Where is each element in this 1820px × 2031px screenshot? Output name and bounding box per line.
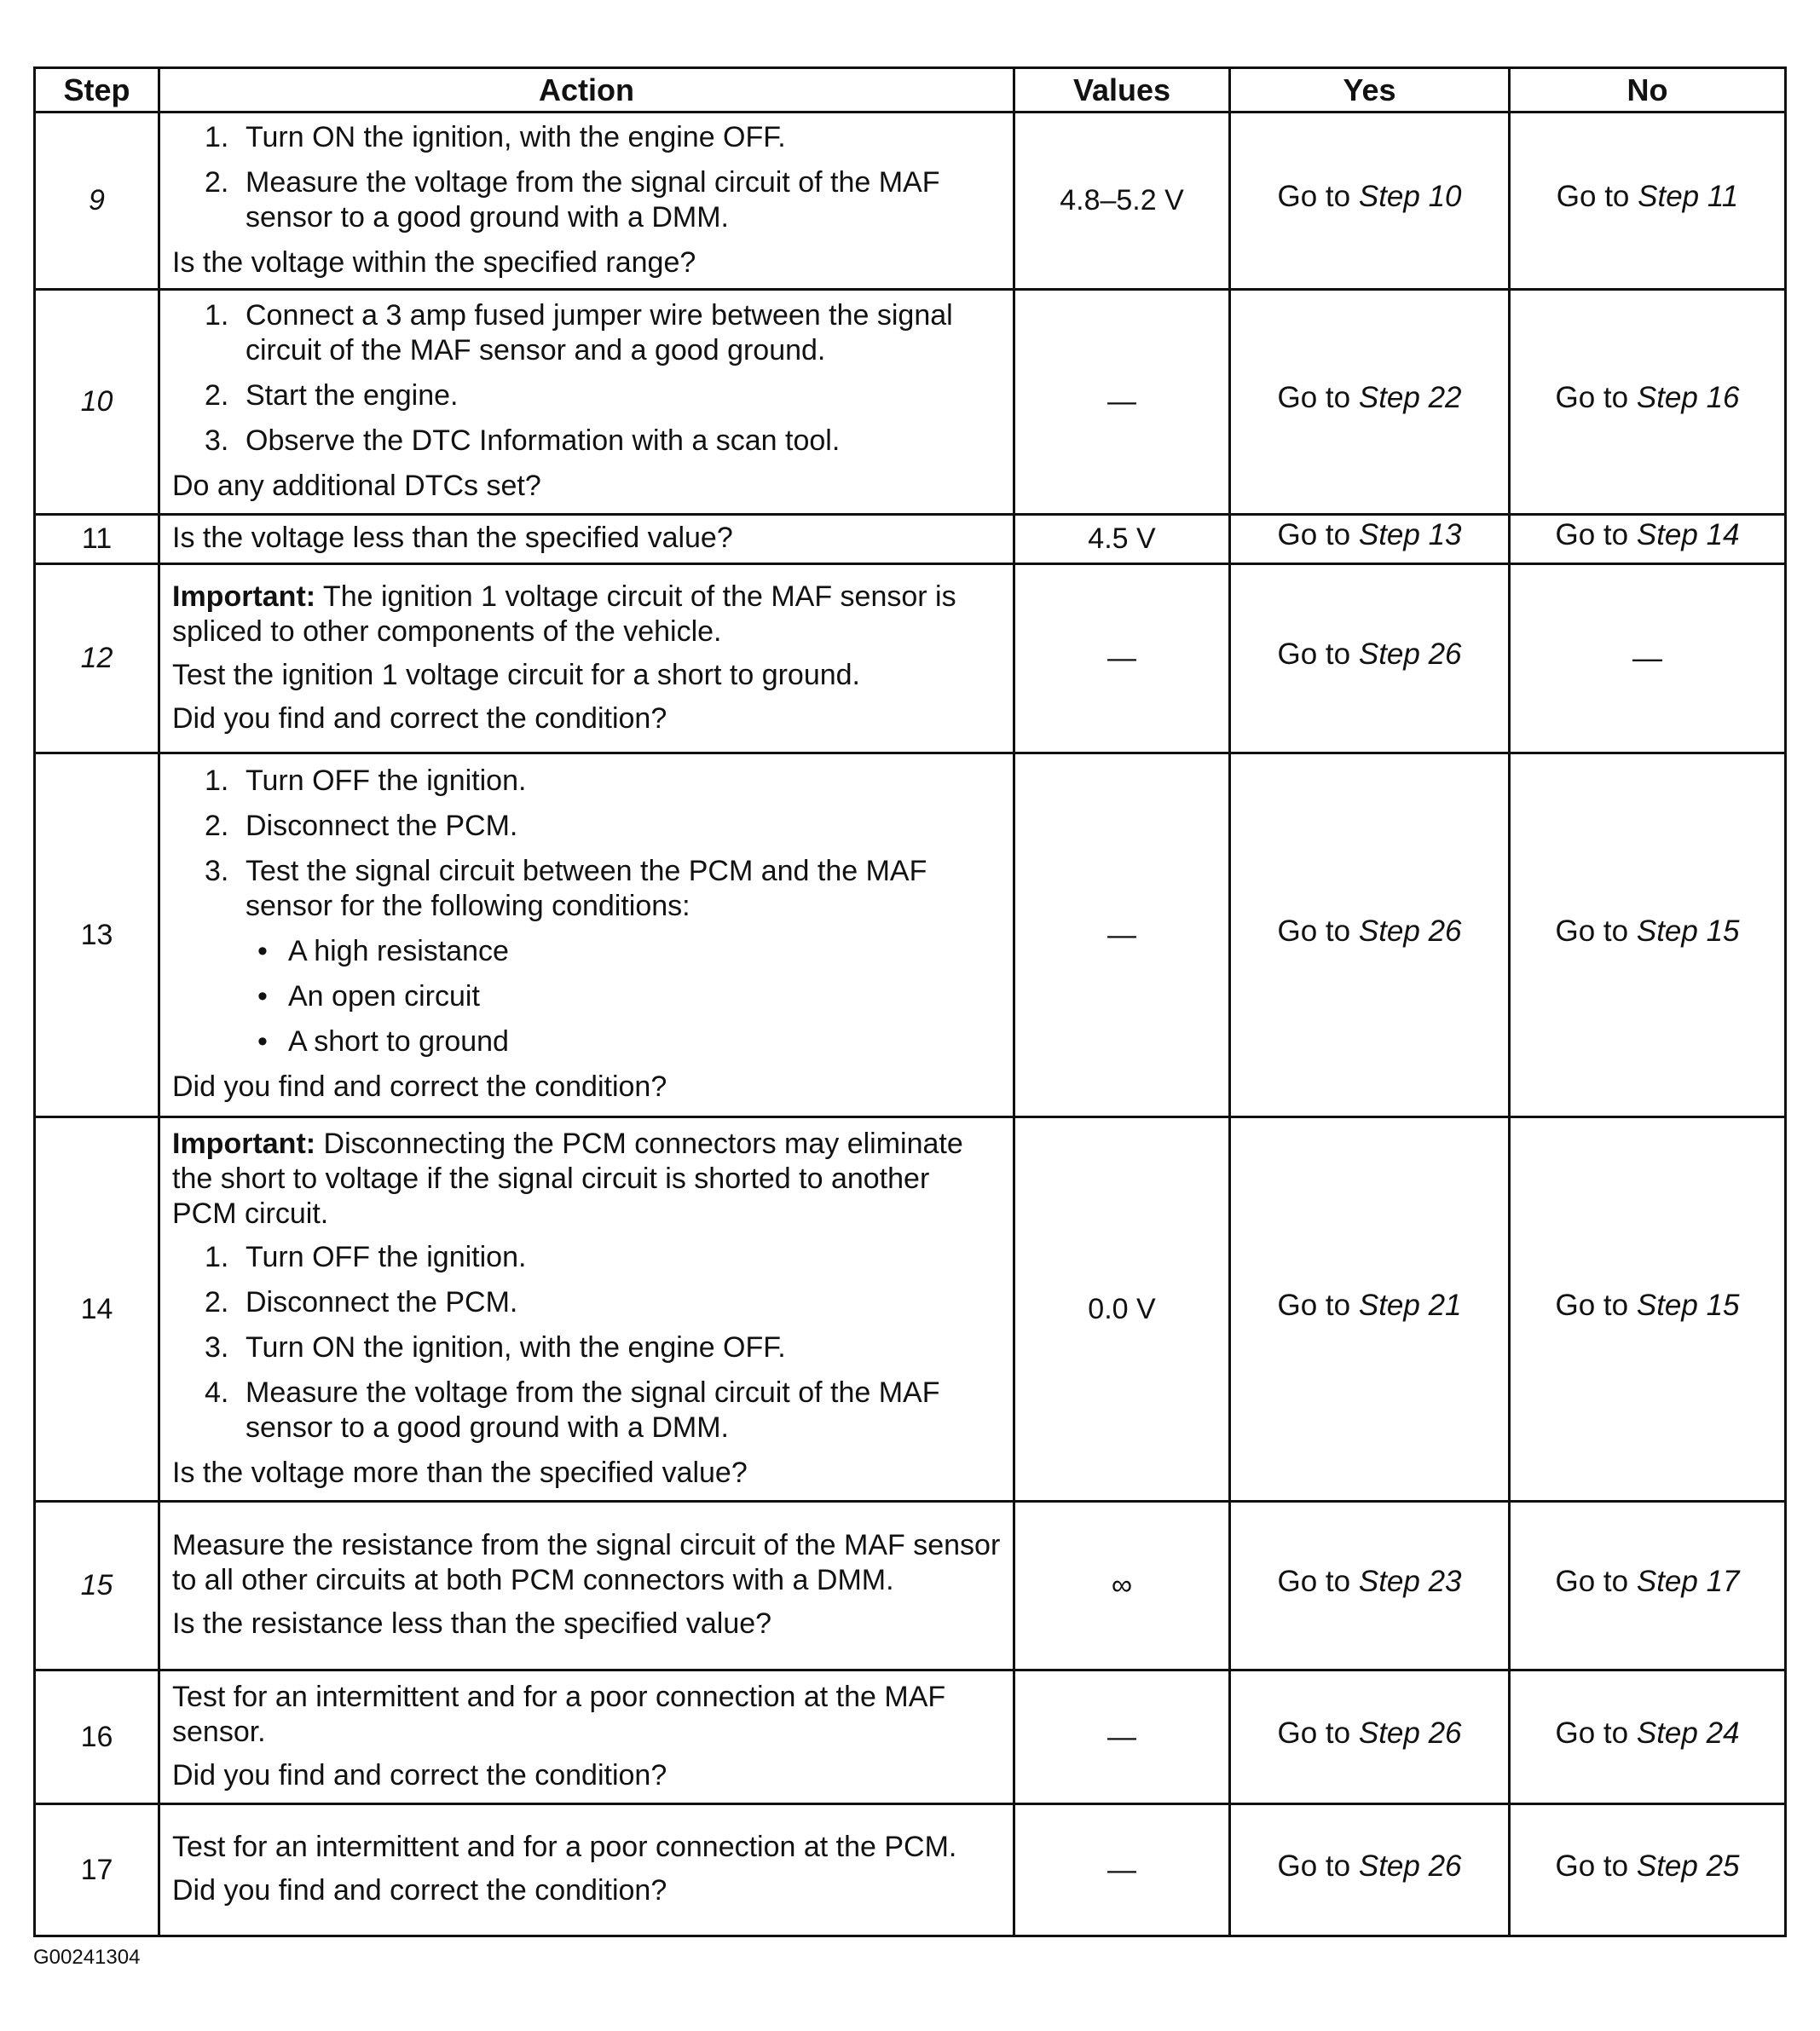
important-label: Important:: [172, 580, 316, 613]
yes-goto-prefix: Go to: [1277, 638, 1351, 671]
action-steps-list: [172, 1240, 1001, 1445]
no-cell: [1510, 290, 1786, 515]
action-step: [172, 120, 1001, 155]
yes-goto-step: Step 13: [1358, 518, 1462, 551]
no-goto-prefix: Go to: [1555, 518, 1629, 551]
action-step-number: 3.: [205, 424, 229, 457]
step-number: 11: [35, 515, 159, 564]
yes-goto-prefix: Go to: [1277, 914, 1351, 948]
table-row: [35, 1804, 1786, 1936]
action-step-number: 2.: [205, 379, 229, 412]
yes-goto-step: Step 10: [1358, 180, 1462, 213]
action-step-text: Measure the voltage from the signal circuit of the MAF sensor to a good ground with a DMM.: [246, 165, 940, 234]
step-number: 12: [35, 564, 159, 753]
no-goto-prefix: Go to: [1555, 914, 1629, 948]
action-step-text: Disconnect the PCM.: [246, 810, 518, 842]
step-number: 14: [35, 1117, 159, 1502]
action-paragraph: Measure the resistance from the signal circuit of the MAF sensor to all other circuits at both PCM connectors with a DMM.: [172, 1529, 1001, 1596]
action-cell: [159, 1117, 1014, 1502]
table-header-row: [35, 68, 1786, 113]
header-values: Values: [1014, 68, 1230, 113]
value-cell: 4.8–5.2 V: [1014, 113, 1230, 290]
action-question: Is the voltage less than the specified value?: [172, 522, 733, 554]
yes-goto-prefix: Go to: [1277, 1716, 1351, 1750]
yes-goto-step: Step 23: [1358, 1565, 1462, 1598]
important-text: Disconnecting the PCM connectors may eliminate the short to voltage if the signal circuit is shorted to another PCM circuit.: [172, 1127, 963, 1230]
table-row: [35, 1117, 1786, 1502]
action-cell: [159, 113, 1014, 290]
header-action: Action: [159, 68, 1014, 113]
action-cell: [159, 515, 1014, 564]
yes-goto-prefix: Go to: [1277, 518, 1351, 551]
yes-goto-step: Step 26: [1358, 638, 1462, 671]
no-goto-step: Step 16: [1636, 381, 1740, 414]
table-row: [35, 113, 1786, 290]
header-step: Step: [35, 68, 159, 113]
action-step: [172, 1285, 1001, 1320]
no-cell: [1510, 1804, 1786, 1936]
action-step: [172, 809, 1001, 844]
action-step-number: 1.: [205, 299, 229, 332]
yes-cell: [1230, 1502, 1510, 1670]
action-step-number: 3.: [205, 855, 229, 887]
no-goto-step: Step 25: [1636, 1849, 1740, 1883]
action-step-text: Start the engine.: [246, 379, 459, 412]
action-step: [172, 764, 1001, 799]
action-paragraph: Test for an intermittent and for a poor connection at the PCM.: [172, 1831, 957, 1863]
yes-cell: [1230, 290, 1510, 515]
action-paragraph: Test for an intermittent and for a poor connection at the MAF sensor.: [172, 1680, 946, 1748]
table-row: [35, 1670, 1786, 1804]
action-step-number: 1.: [205, 1240, 229, 1273]
no-goto-step: Step 11: [1638, 180, 1739, 213]
action-step: [172, 424, 1001, 459]
action-steps-list: [172, 764, 1001, 924]
action-question: Is the voltage within the specified range?: [172, 245, 696, 279]
table-body: [35, 113, 1786, 1936]
no-goto-step: Step 15: [1636, 1288, 1740, 1322]
important-text: The ignition 1 voltage circuit of the MAF sensor is spliced to other components of the vehicle.: [172, 580, 956, 648]
step-number: 17: [35, 1804, 159, 1936]
action-question: Do any additional DTCs set?: [172, 470, 541, 502]
action-step-text: Turn ON the ignition, with the engine OFF.: [246, 120, 786, 153]
table-row: [35, 753, 1786, 1117]
condition-item: • An open circuit: [172, 979, 1001, 1014]
value-cell: 0.0 V: [1014, 1117, 1230, 1502]
important-note: [172, 580, 1001, 649]
no-goto-step: Step 17: [1636, 1565, 1740, 1598]
yes-goto-prefix: Go to: [1277, 180, 1351, 213]
no-goto-prefix: Go to: [1555, 1565, 1629, 1598]
no-cell: [1510, 515, 1786, 564]
no-goto-prefix: Go to: [1555, 1288, 1629, 1322]
no-goto-prefix: Go to: [1555, 1849, 1629, 1883]
step-number: 13: [35, 753, 159, 1117]
action-question: Did you find and correct the condition?: [172, 1758, 667, 1792]
step-number: 9: [35, 113, 159, 290]
yes-cell: [1230, 564, 1510, 753]
condition-item: • A high resistance: [172, 934, 1001, 969]
action-step: [172, 854, 1001, 924]
value-cell: —: [1014, 753, 1230, 1117]
step-number: 16: [35, 1670, 159, 1804]
action-paragraph: Test the ignition 1 voltage circuit for a short to ground.: [172, 658, 861, 691]
value-cell: —: [1014, 290, 1230, 515]
header-yes: Yes: [1230, 68, 1510, 113]
condition-list: [172, 934, 1001, 1059]
action-cell: [159, 290, 1014, 515]
yes-goto-prefix: Go to: [1277, 1288, 1351, 1322]
no-goto-prefix: Go to: [1555, 381, 1629, 414]
header-no: No: [1510, 68, 1786, 113]
important-label: Important:: [172, 1127, 316, 1160]
no-goto-step: Step 24: [1636, 1716, 1740, 1750]
action-step-text: Connect a 3 amp fused jumper wire between the signal circuit of the MAF sensor and a good ground.: [246, 299, 953, 366]
step-number: 15: [35, 1502, 159, 1670]
no-cell: [1510, 1670, 1786, 1804]
yes-goto-prefix: Go to: [1277, 381, 1351, 414]
action-step-text: Observe the DTC Information with a scan tool.: [246, 424, 841, 457]
no-goto-prefix: Go to: [1556, 180, 1630, 213]
action-cell: [159, 1804, 1014, 1936]
action-cell: [159, 1502, 1014, 1670]
yes-goto-prefix: Go to: [1277, 1565, 1351, 1598]
yes-goto-step: Step 26: [1358, 914, 1462, 948]
action-step-number: 2.: [205, 1285, 229, 1318]
action-step: [172, 298, 1001, 368]
value-cell: 4.5 V: [1014, 515, 1230, 564]
action-cell: [159, 1670, 1014, 1804]
action-step: [172, 165, 1001, 235]
action-step-number: 4.: [205, 1376, 229, 1409]
no-cell: [1510, 113, 1786, 290]
yes-goto-step: Step 21: [1358, 1288, 1462, 1322]
table-row: [35, 1502, 1786, 1670]
action-cell: [159, 564, 1014, 753]
yes-cell: [1230, 515, 1510, 564]
no-cell: [1510, 564, 1786, 753]
condition-item: • A short to ground: [172, 1024, 1001, 1059]
important-note: [172, 1127, 1001, 1232]
action-step: [172, 378, 1001, 413]
yes-goto-step: Step 22: [1358, 381, 1462, 414]
action-step-text: Disconnect the PCM.: [246, 1285, 518, 1318]
yes-cell: [1230, 1804, 1510, 1936]
action-step: [172, 1240, 1001, 1275]
no-cell: [1510, 753, 1786, 1117]
no-goto-step: Step 14: [1636, 518, 1740, 551]
value-cell: —: [1014, 1804, 1230, 1936]
action-step-text: Test the signal circuit between the PCM and the MAF sensor for the following conditions:: [246, 855, 927, 922]
no-goto-step: Step 15: [1636, 914, 1740, 948]
action-step-text: Turn ON the ignition, with the engine OFF.: [246, 1330, 786, 1364]
no-cell: [1510, 1117, 1786, 1502]
diagnostic-table: [33, 66, 1787, 1937]
action-step-text: Measure the voltage from the signal circuit of the MAF sensor to a good ground with a DMM.: [246, 1376, 940, 1444]
action-step-text: Turn OFF the ignition.: [246, 765, 527, 797]
table-row: [35, 515, 1786, 564]
action-steps-list: [172, 298, 1001, 459]
no-goto-prefix: Go to: [1555, 1716, 1629, 1750]
action-step-number: 2.: [205, 165, 229, 199]
action-question: Is the resistance less than the specified value?: [172, 1607, 772, 1640]
step-number: 10: [35, 290, 159, 515]
yes-cell: [1230, 113, 1510, 290]
table-row: [35, 564, 1786, 753]
action-question: Did you find and correct the condition?: [172, 701, 667, 735]
yes-goto-prefix: Go to: [1277, 1849, 1351, 1883]
value-cell: —: [1014, 564, 1230, 753]
action-steps-list: [172, 120, 1001, 235]
yes-cell: [1230, 753, 1510, 1117]
action-step-number: 1.: [205, 765, 229, 797]
action-step-number: 2.: [205, 810, 229, 842]
figure-id: G00241304: [33, 1946, 141, 1969]
table-row: [35, 290, 1786, 515]
action-question: Is the voltage more than the specified value?: [172, 1456, 748, 1489]
action-step-number: 3.: [205, 1330, 229, 1364]
yes-cell: [1230, 1670, 1510, 1804]
value-cell: —: [1014, 1670, 1230, 1804]
action-step-text: Turn OFF the ignition.: [246, 1240, 527, 1273]
action-cell: [159, 753, 1014, 1117]
action-step-number: 1.: [205, 120, 229, 153]
action-question: Did you find and correct the condition?: [172, 1874, 667, 1907]
yes-cell: [1230, 1117, 1510, 1502]
yes-goto-step: Step 26: [1358, 1849, 1462, 1883]
yes-goto-step: Step 26: [1358, 1716, 1462, 1750]
action-step: [172, 1330, 1001, 1365]
value-cell: ∞: [1014, 1502, 1230, 1670]
no-cell: [1510, 1502, 1786, 1670]
no-dash: —: [1632, 642, 1662, 675]
action-question: Did you find and correct the condition?: [172, 1070, 667, 1103]
action-step: [172, 1376, 1001, 1445]
